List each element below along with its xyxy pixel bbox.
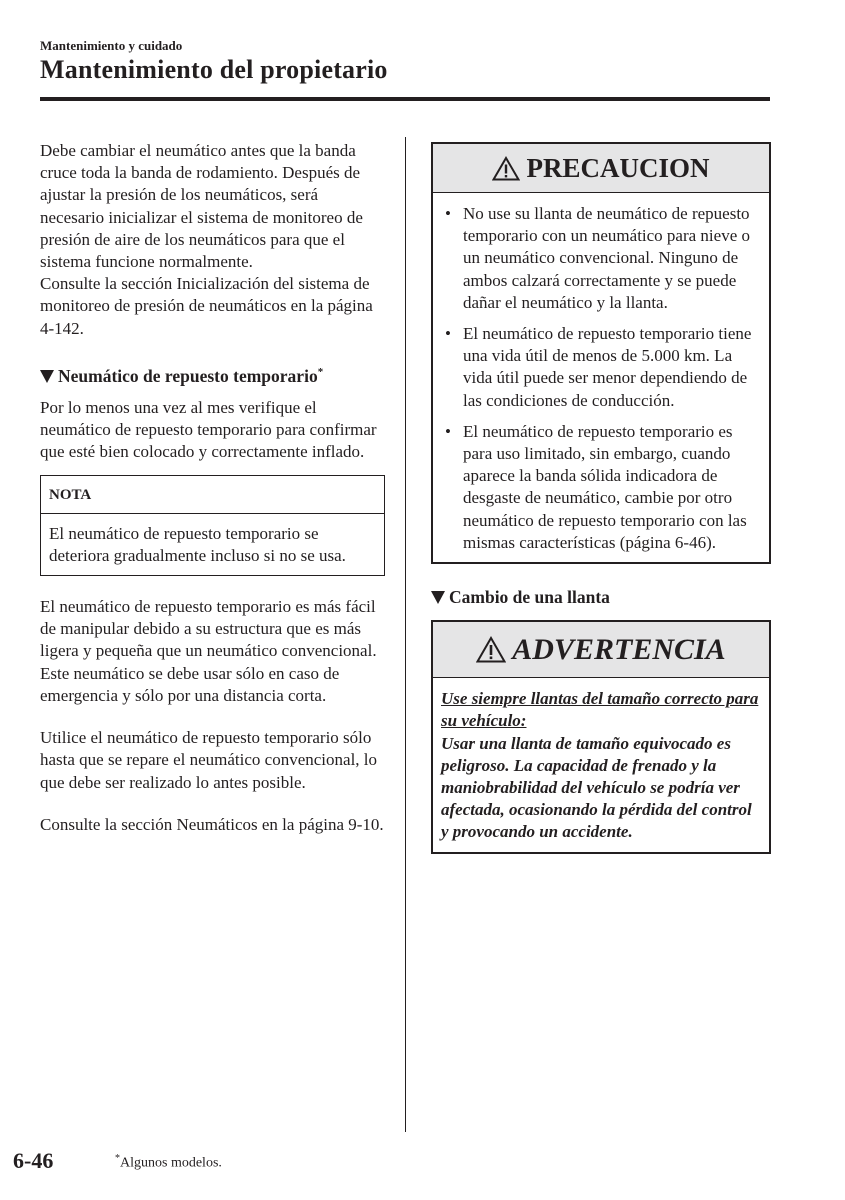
warning-triangle-icon [492,156,520,181]
warning-header [433,622,769,678]
paragraph-spare-handling: El neumático de repuesto temporario es más fácil de manipular debido a su estructura que es más ligera y pequeña que un neumático convencional. Este neumático se debe usar sólo en caso de emergencia y sólo por una distancia corta. [40,597,377,705]
heading-wheel-change [431,586,771,608]
warning-box [431,620,771,853]
caution-item [445,323,761,412]
asterisk-mark: * [317,365,324,378]
heading-text: Neumático de repuesto temporario [58,365,318,386]
paragraph-spare-usage: Utilice el neumático de repuesto temporario sólo hasta que se repare el neumático convencional, lo que debe ser realizado lo antes posible. [40,728,378,792]
bullet-dot-icon: • [445,324,451,344]
caution-header [433,144,769,193]
caution-title: PRECAUCION [526,152,710,183]
caution-item-text: El neumático de repuesto temporario es para uso limitado, sin embargo, cuando aparece la banda sólida indicadora de desgaste de neumático, cambie por otro neumático de repuesto temporario con las mismas características (página 6-46). [463,421,747,552]
heading-temporary-spare [40,361,385,387]
left-column [40,140,385,836]
caution-item [445,203,761,314]
warning-underlined-text: Use siempre llantas del tamaño correcto para su vehículo: [441,689,759,731]
triangle-bullet-icon [40,370,54,383]
column-divider [405,137,406,1132]
warning-body [433,678,769,851]
bullet-dot-icon: • [445,204,451,223]
caution-item-text: No use su llanta de neumático de repuesto temporario con un neumático para nieve o un neumático convencional. Ninguno de ambos calzará correctamente y se puede dañar el neumático y la llanta. [463,204,750,312]
footnote [115,1153,222,1172]
paragraph-see-tires: Consulte la sección Neumáticos en la página 9-10. [40,814,384,834]
right-column [431,142,771,854]
warning-title: ADVERTENCIA [512,632,726,666]
caution-list [433,193,769,562]
paragraph-monthly-check: Por lo menos una vez al mes verifique el neumático de repuesto temporario para confirmar que esté bien colocado y correctamente inflado. [40,397,377,462]
page-number: 6-46 [13,1148,54,1173]
note-box [40,475,385,576]
bullet-dot-icon: • [445,421,451,441]
page-title: Mantenimiento del propietario [40,55,388,84]
note-title: NOTA [41,476,384,513]
warning-text: Usar una llanta de tamaño equivocado es peligroso. La capacidad de frenado y la maniobrabilidad del vehículo se podría ver afectada, ocasionando la pérdida del control y provocando un accidente. [441,733,752,842]
section-label: Mantenimiento y cuidado [40,38,183,53]
paragraph-see-initialization: Consulte la sección Inicialización del sistema de monitoreo de presión de neumáticos en la página 4-142. [40,274,373,338]
footnote-text: Algunos modelos. [120,1155,222,1171]
note-text: El neumático de repuesto temporario se deteriora gradualmente incluso si no se usa. [49,523,346,565]
heading-text: Cambio de una llanta [449,587,610,608]
footnote-asterisk: * [115,1153,120,1164]
warning-triangle-icon [476,636,506,663]
paragraph-tire-change: Debe cambiar el neumático antes que la banda cruce toda la banda de rodamiento. Después de ajustar la presión de los neumáticos, será necesario inicializar el sistema de monitoreo de presión de aire de los neumáticos para que el sistema funcione normalmente. [40,141,363,272]
triangle-bullet-icon [431,591,445,604]
caution-box [431,142,771,564]
caution-item-text: El neumático de repuesto temporario tiene una vida útil de menos de 5.000 km. La vida útil puede ser menor dependiendo de las condiciones de conducción. [463,324,752,410]
title-rule [40,97,770,101]
caution-item [445,421,761,554]
